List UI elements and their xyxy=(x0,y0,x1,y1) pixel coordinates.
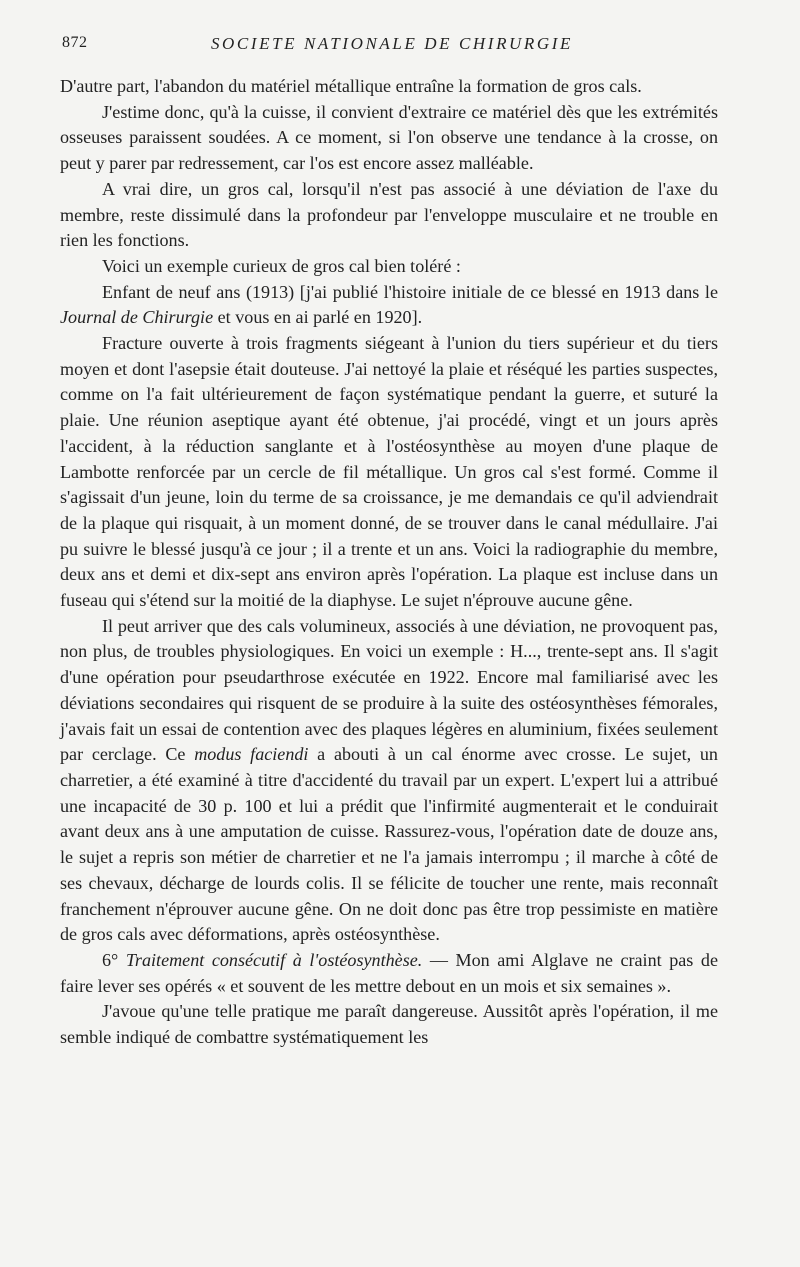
paragraph-p9 xyxy=(60,999,718,1050)
italic-text: modus faciendi xyxy=(194,744,309,765)
paragraph-p7 xyxy=(60,614,718,948)
paragraph-text: A vrai dire, un gros cal, lorsqu'il n'est pas associé à une déviation de l'axe du membre, reste dissimulé dans la profondeur par l'enveloppe musculaire et ne trouble en rien les fonctions. xyxy=(60,178,718,251)
paragraph-p6 xyxy=(60,331,718,614)
paragraph-text: D'autre part, l'abandon du matériel métallique entraîne la formation de gros cals. xyxy=(60,76,642,96)
paragraph-text: et vous en ai parlé en 1920]. xyxy=(213,307,423,328)
paragraph-text: — Mon ami Alglave ne craint pas de faire lever ses opérés « et souvent de les mettre debout en un mois et six semaines ». xyxy=(60,949,718,996)
running-header xyxy=(62,34,722,58)
paragraph-text: 6° xyxy=(102,949,126,970)
paragraph-text: J'avoue qu'une telle pratique me paraît dangereuse. Aussitôt après l'opération, il me semble indiqué de combattre systématiquement les xyxy=(60,1001,718,1048)
page-number: 872 xyxy=(62,34,88,51)
paragraph-text: Voici un exemple curieux de gros cal bien toléré : xyxy=(102,255,461,276)
paragraph-text: J'estime donc, qu'à la cuisse, il convient d'extraire ce matériel dès que les extrémités osseuses paraissent soudées. A ce moment, si l'on observe une tendance à la crosse, on peut y parer par redressement, car l'os est encore assez malléable. xyxy=(60,101,718,174)
italic-text: Traitement consécutif à l'ostéosynthèse. xyxy=(125,949,423,970)
running-title: SOCIETE NATIONALE DE CHIRURGIE xyxy=(210,34,574,53)
paragraph-p3 xyxy=(60,177,718,254)
paragraph-p8 xyxy=(60,948,718,999)
paragraph-p1 xyxy=(60,74,718,100)
paragraph-text: Fracture ouverte à trois fragments siégeant à l'union du tiers supérieur et du tiers moyen et dont l'asepsie était douteuse. J'ai nettoyé la plaie et réséqué les parties suspectes, comme on l'a fait ultérieurement de façon systématique pendant la guerre, et suturé la plaie. Une réunion aseptique ayant été obtenue, j'ai procédé, vingt et un jours après l'accident, à la réduction sanglante et à l'ostéosynthèse au moyen d'une plaque de Lambotte renforcée par un cercle de fil métallique. Un gros cal s'est formé. Comme il s'agissait d'un jeune, loin du terme de sa croissance, je me demandais ce qu'il adviendrait de la plaque qui risquait, à un moment donné, de se trouver dans le canal médullaire. J'ai pu suivre le blessé jusqu'à ce jour ; il a trente et un ans. Voici la radiographie du membre, deux ans et demi et dix-sept ans environ après l'opération. La plaque est incluse dans un fuseau qui s'étend sur la moitié de la diaphyse. Le sujet n'éprouve aucune gêne. xyxy=(60,333,718,611)
paragraph-text: Enfant de neuf ans (1913) [j'ai publié l'histoire initiale de ce blessé en 1913 dans le xyxy=(102,281,718,302)
paragraph-p4 xyxy=(60,254,718,280)
paragraph-text: Il peut arriver que des cals volumineux, associés à une déviation, ne provoquent pas, non plus, de troubles physiologiques. En voici un exemple : H..., trente-sept ans. Il s'agit d'une opération pour pseudarthrose exécutée en 1922. Encore mal familiarisé avec les déviations secondaires qui risquent de se produire à la suite des ostéosynthèses fémorales, j'avais fait un essai de contention avec des plaques légères en aluminium, fixées seulement par cerclage. Ce xyxy=(60,615,718,765)
paragraph-text: a abouti à un cal énorme avec crosse. Le sujet, un charretier, a été examiné à titre d'accidenté du travail par un expert. L'expert lui a attribué une incapacité de 30 p. 100 et lui a prédit que l'infirmité augmenterait et le conduirait avant deux ans à une amputation de cuisse. Rassurez-vous, l'opération date de douze ans, le sujet a repris son métier de charretier et ne l'a jamais interrompu ; il marche à côté de ses chevaux, décharge de lourds colis. Il se félicite de toucher une rente, mais reconnaît franchement n'éprouver aucune gêne. On ne doit donc pas être trop pessimiste en matière de gros cals avec déformations, après ostéosynthèse. xyxy=(60,744,718,945)
paragraph-p5 xyxy=(60,280,718,331)
paragraph-p2 xyxy=(60,100,718,177)
article-body xyxy=(60,74,718,1051)
italic-text: Journal de Chirurgie xyxy=(60,307,214,328)
